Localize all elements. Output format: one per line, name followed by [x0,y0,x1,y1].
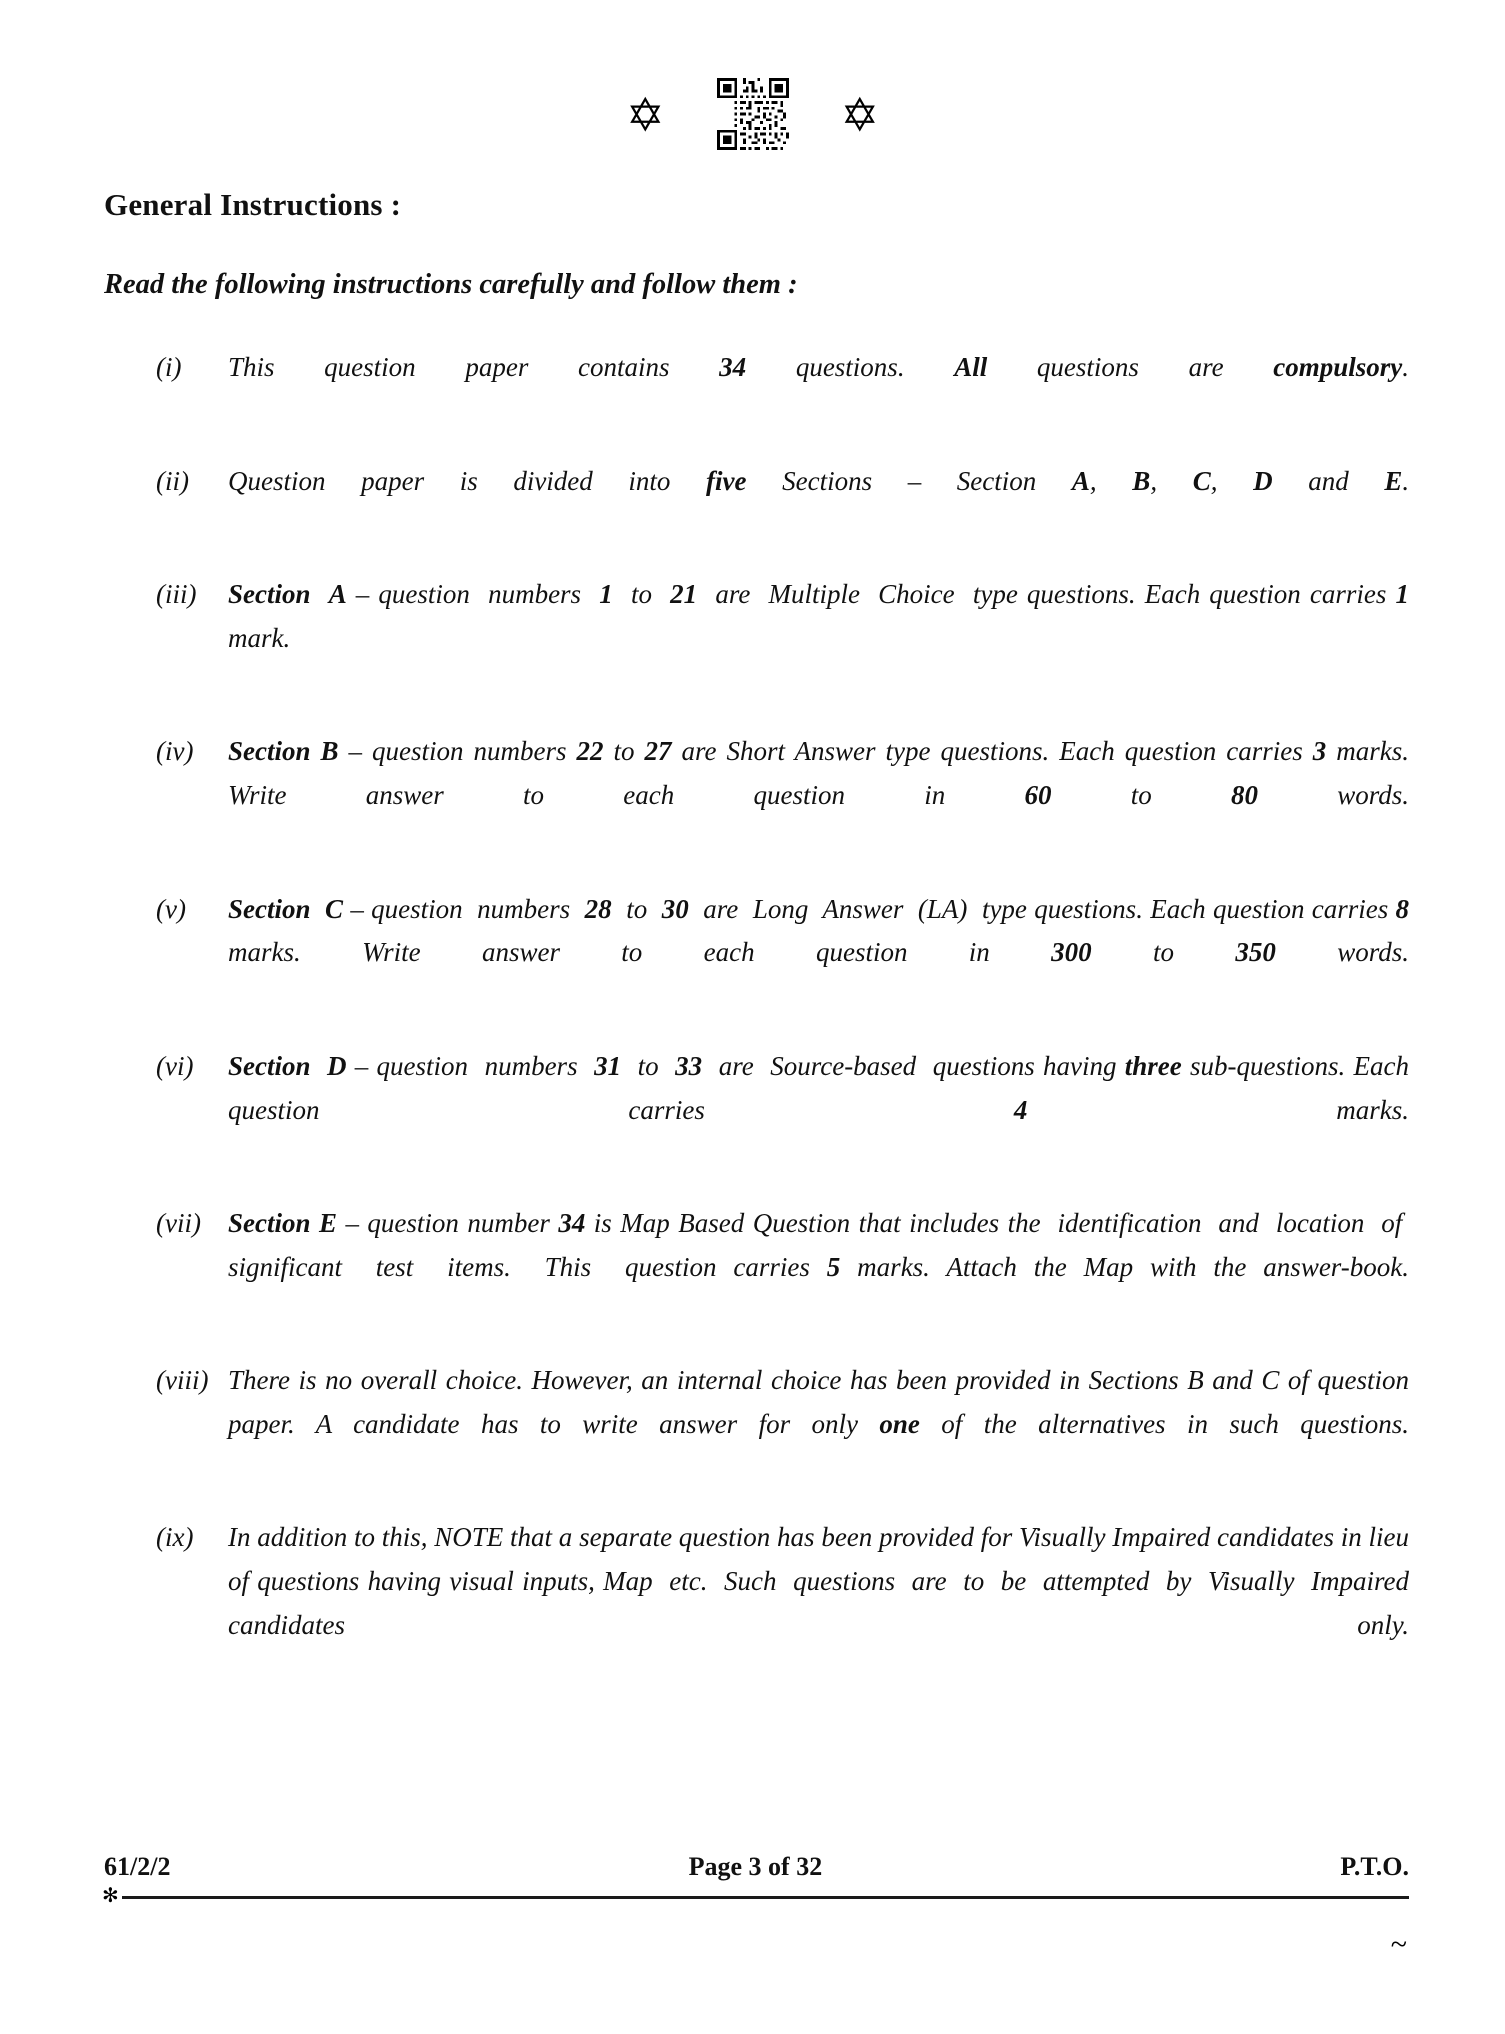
list-item [104,730,1409,861]
list-item [104,1202,1409,1333]
list-item [104,888,1409,1019]
list-item-marker: (v) [156,893,186,924]
list-item-marker: (iii) [156,579,197,610]
list-item-text: Section C – question numbers 28 to 30 are Long Answer (LA) type questions. Each question carries 8 marks. Write answer to each question in 300 to 350 words. [228,893,1409,968]
asterisk-flower-icon: ✻ [102,1885,119,1907]
page-number: Page 3 of 32 [688,1852,823,1881]
list-item-marker: (iv) [156,736,194,767]
header-marks [0,78,1505,150]
tilde-glyph: ~ [1390,1928,1407,1961]
list-item-text: Section E – question number 34 is Map Based Question that includes the identification and location of significant test items. This question carries 5 marks. Attach the Map with the answer-book. [228,1208,1410,1282]
list-item [104,346,1409,433]
read-carefully-subtitle: Read the following instructions carefully and follow them : [104,269,798,301]
list-item [104,573,1409,704]
instructions-content [104,188,1409,1717]
list-item-text: In addition to this, NOTE that a separate question has been provided for Visually Impaired candidates in lieu of questions having visual inputs, Map etc. Such questions are to be attempted by Visually Impaired candidates only. [228,1522,1409,1640]
list-item-text: Section D – question numbers 31 to 33 are Source-based questions having three sub-questions. Each question carries 4 marks. [228,1050,1409,1125]
list-item [104,1359,1409,1490]
list-item-marker: (i) [156,352,182,383]
list-item-text: Section B – question numbers 22 to 27 are Short Answer type questions. Each question carries 3 marks. Write answer to each question in 60 to 80 words. [228,736,1409,811]
pto-label: P.T.O. [1340,1852,1409,1881]
page-title: General Instructions : [104,187,402,222]
list-item-marker: (ix) [156,1522,194,1553]
list-item [104,1516,1409,1691]
list-item-marker: (viii) [156,1365,209,1396]
list-item-marker: (vi) [156,1050,194,1081]
list-item-text: This question paper contains 34 questions. All questions are compulsory. [228,352,1409,383]
six-pointed-star-icon-right: ✡ [840,90,880,141]
footer-divider [122,1896,1409,1899]
instructions-list [104,346,1409,1691]
list-item-text: Section A – question numbers 1 to 21 are Multiple Choice type questions. Each question carries 1 mark. [228,579,1409,653]
list-item [104,460,1409,547]
paper-code: 61/2/2 [104,1852,171,1881]
six-pointed-star-icon-left: ✡ [625,90,665,141]
list-item-text: Question paper is divided into five Sections – Section A, B, C, D and E. [228,465,1410,496]
qr-code-icon [717,78,789,150]
list-item-marker: (ii) [156,465,189,496]
list-item [104,1045,1409,1176]
footer-rule-wrap [102,1885,1409,1961]
list-item-text: There is no overall choice. However, an internal choice has been provided in Sections B and C of question paper. A candidate has to write answer for only one of the alternatives in such questions. [228,1365,1410,1439]
list-item-marker: (vii) [156,1208,201,1239]
page-footer [102,1852,1409,1961]
